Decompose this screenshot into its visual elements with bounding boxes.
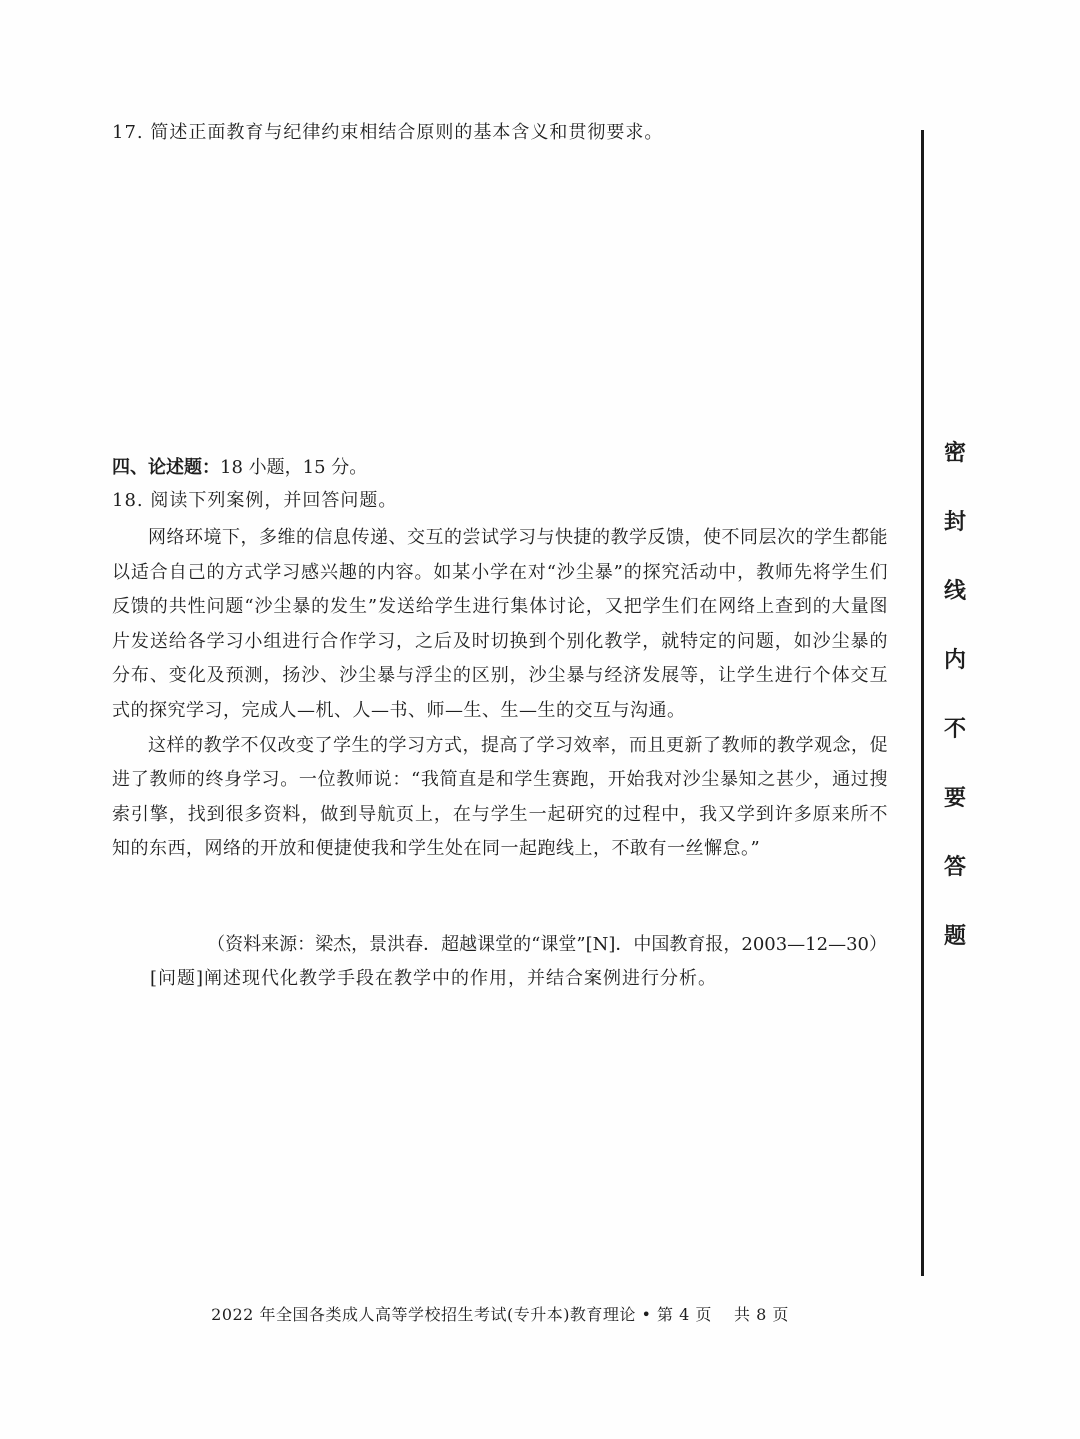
section-title: 四、论述题： bbox=[112, 457, 220, 478]
seal-line-notice bbox=[935, 442, 975, 994]
question-17: 17. 简述正面教育与纪律约束相结合原则的基本含义和贯彻要求。 bbox=[112, 122, 664, 143]
seal-char: 要 bbox=[943, 785, 966, 811]
case-passage bbox=[112, 521, 888, 867]
seal-char: 答 bbox=[943, 854, 966, 880]
seal-char: 密 bbox=[943, 440, 966, 466]
case-paragraph-1: 网络环境下，多维的信息传递、交互的尝试学习与快捷的教学反馈，使不同层次的学生都能以适合自己的方式学习感兴趣的内容。如某小学在对“沙尘暴”的探究活动中，教师先将学生们反馈的共性问题“沙尘暴的发生”发送给学生进行集体讨论，又把学生们在网络上查到的大量图片发送给各学习小组进行合作学习，之后及时切换到个别化教学，就特定的问题，如沙尘暴的分布、变化及预测，扬沙、沙尘暴与浮尘的区别，沙尘暴与经济发展等，让学生进行个体交互式的探究学习，完成人—机、人—书、师—生、生—生的交互与沟通。 bbox=[112, 527, 888, 721]
seal-char: 不 bbox=[943, 716, 966, 742]
seal-char: 线 bbox=[943, 578, 966, 604]
seal-char: 内 bbox=[943, 647, 966, 673]
question-18-prompt: 18. 阅读下列案例，并回答问题。 bbox=[112, 490, 398, 511]
section-heading bbox=[112, 453, 367, 479]
section-detail: 18 小题，15 分。 bbox=[220, 457, 368, 478]
seal-line bbox=[921, 130, 924, 1276]
page-footer: 2022 年全国各类成人高等学校招生考试(专升本)教育理论 • 第 4 页 共 8 页 bbox=[211, 1305, 789, 1324]
seal-char: 题 bbox=[943, 923, 966, 949]
question-18-task: [问题]阐述现代化教学手段在教学中的作用，并结合案例进行分析。 bbox=[150, 968, 718, 989]
source-citation: （资料来源：梁杰，景洪春．超越课堂的“课堂”[N]．中国教育报，2003—12—30） bbox=[207, 934, 887, 955]
seal-char: 封 bbox=[943, 509, 966, 535]
case-paragraph-2: 这样的教学不仅改变了学生的学习方式，提高了学习效率，而且更新了教师的教学观念，促进了教师的终身学习。一位教师说：“我简直是和学生赛跑，开始我对沙尘暴知之甚少，通过搜索引擎，找到很多资料，做到导航页上，在与学生一起研究的过程中，我又学到许多原来所不知的东西，网络的开放和便捷使我和学生处在同一起跑线上，不敢有一丝懈怠。” bbox=[112, 734, 888, 860]
